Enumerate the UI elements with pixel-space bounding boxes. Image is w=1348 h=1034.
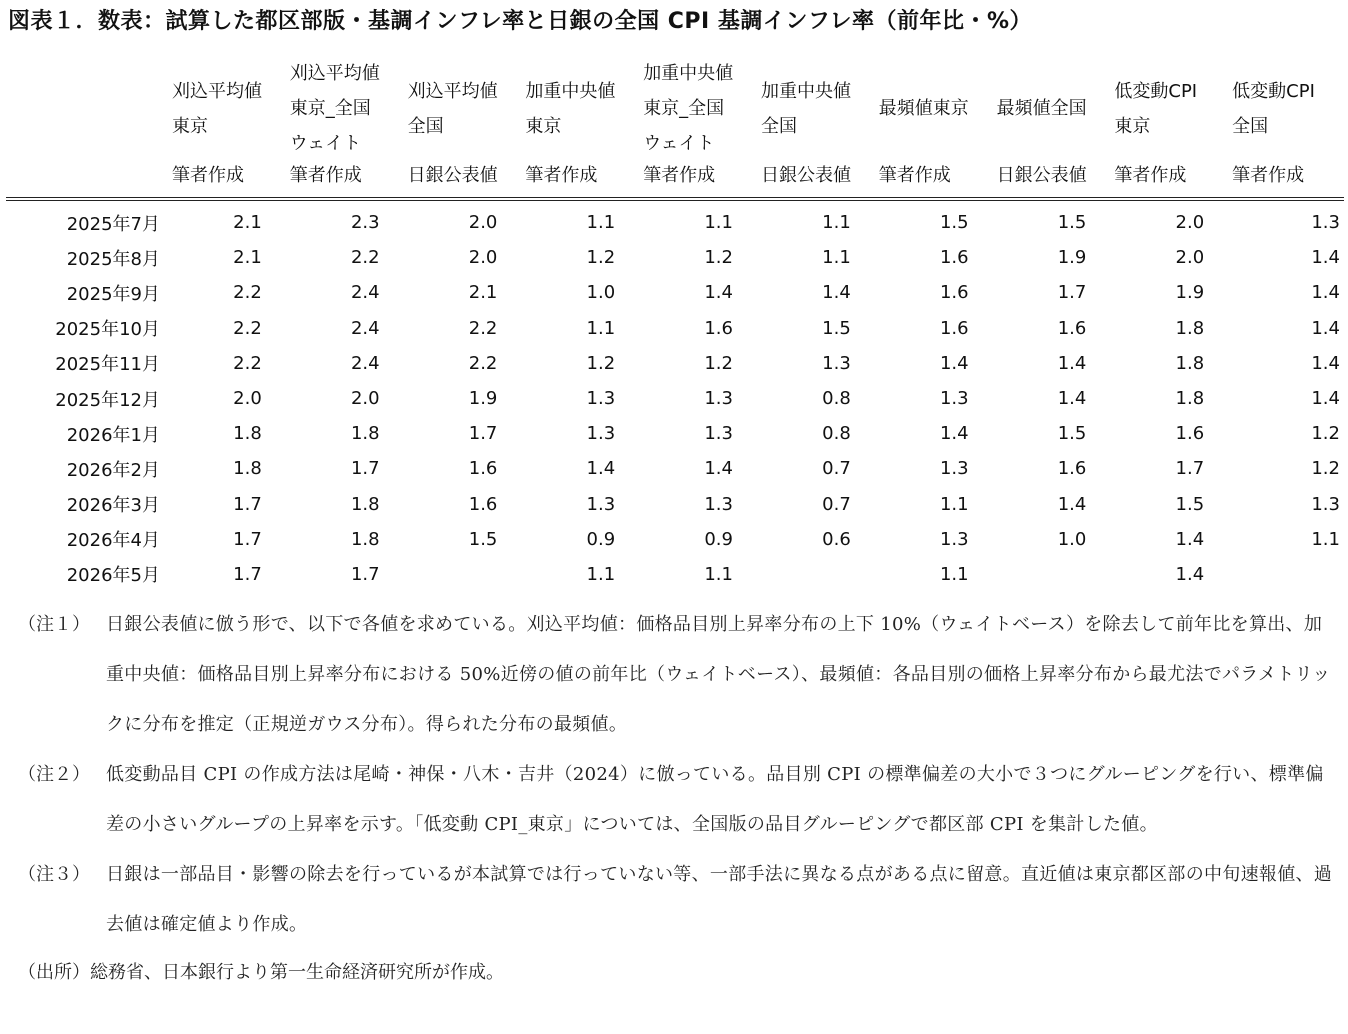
table-cell: 2.2 <box>350 247 380 269</box>
column-header <box>755 56 873 161</box>
table-row <box>6 557 1344 592</box>
table-cell: 1.8 <box>1175 317 1205 339</box>
table-cell: 2.0 <box>468 247 498 269</box>
notes-section <box>18 600 1338 996</box>
table-cell: 1.5 <box>991 199 1109 240</box>
table-cell: 1.8 <box>350 528 380 550</box>
note-label: （注２） <box>18 764 90 785</box>
table-cell: 1.7 <box>350 563 380 585</box>
table-row <box>6 275 1344 310</box>
table-cell: 1.3 <box>704 423 733 445</box>
table-cell: 0.9 <box>704 528 733 550</box>
table-cell <box>755 557 873 592</box>
table-cell: 1.6 <box>468 493 498 515</box>
table-cell: 1.3 <box>1311 493 1340 515</box>
table-cell: 1.8 <box>350 493 380 515</box>
table-cell: 1.9 <box>468 388 498 410</box>
column-source: 筆者作成 <box>1114 165 1187 186</box>
table-cell: 1.6 <box>939 247 969 269</box>
column-header-line: 最頻値全国 <box>996 98 1087 119</box>
header-row-labels <box>6 56 1344 161</box>
note-1 <box>18 600 1338 750</box>
table-cell: 0.9 <box>586 528 616 550</box>
column-source: 筆者作成 <box>643 165 716 186</box>
table-cell: 1.6 <box>939 317 969 339</box>
table-cell: 2.0 <box>1175 247 1205 269</box>
table-cell: 1.0 <box>1057 528 1087 550</box>
table-cell: 1.4 <box>1057 388 1087 410</box>
column-header-line: 東京_全国 <box>643 98 725 119</box>
table-cell: 1.6 <box>1057 458 1087 480</box>
column-header-line: 刈込平均値 <box>407 80 498 102</box>
table-cell: 1.7 <box>1175 458 1205 480</box>
table-cell: 1.3 <box>586 423 616 445</box>
table-cell: 1.4 <box>1311 282 1340 304</box>
table-cell: 1.6 <box>1175 423 1205 445</box>
table-cell: 2.2 <box>233 317 262 339</box>
table-cell: 1.4 <box>704 282 733 304</box>
row-month: 2025年12月 <box>55 389 160 411</box>
note-text: 日銀公表値に倣う形で、以下で各値を求めている。刈込平均値：価格品目別上昇率分布の上下 10%（ウェイトベース）を除去して前年比を算出、加重中央値：価格品目別上昇率分布における 50%近傍の値の前年比（ウェイトベース）、最頻値：各品目別の価格上昇率分布から最尤法でパラメトリックに分布を推定（正規逆ガウス分布）。得られた分布の最頻値。 <box>106 614 1331 735</box>
column-header-line: 東京 <box>1114 115 1151 137</box>
table-cell <box>402 557 520 592</box>
row-header-corner <box>6 56 166 161</box>
table-cell: 1.2 <box>1311 458 1340 480</box>
column-header-line: 全国 <box>1232 115 1269 137</box>
table-cell: 1.2 <box>586 352 616 374</box>
row-month: 2026年5月 <box>66 565 160 587</box>
table-cell: 1.3 <box>939 458 969 480</box>
table-cell: 1.8 <box>350 423 380 445</box>
table-cell: 1.6 <box>704 317 733 339</box>
table-cell: 1.2 <box>704 247 733 269</box>
table-cell: 1.4 <box>1175 528 1205 550</box>
table-row <box>6 199 1344 240</box>
note-3 <box>18 850 1338 950</box>
table-cell: 1.4 <box>1311 388 1340 410</box>
column-header-line: 東京 <box>525 115 562 137</box>
table-cell: 1.7 <box>1057 282 1087 304</box>
table-cell: 1.8 <box>1175 388 1205 410</box>
table-cell: 1.7 <box>233 563 262 585</box>
table-cell: 1.7 <box>233 528 262 550</box>
table-cell: 1.1 <box>1311 528 1340 550</box>
row-month: 2025年9月 <box>66 283 160 305</box>
table-cell: 1.7 <box>468 423 498 445</box>
column-header-line: 最頻値東京 <box>878 98 969 119</box>
table-row <box>6 522 1344 557</box>
table-row <box>6 240 1344 275</box>
column-header <box>402 56 520 161</box>
column-source: 日銀公表値 <box>760 165 851 186</box>
table-cell: 1.1 <box>822 247 851 269</box>
table-cell: 1.5 <box>1057 423 1087 445</box>
table-row <box>6 416 1344 451</box>
note-label: （注１） <box>18 614 90 635</box>
column-header-line: 刈込平均値 <box>289 63 380 84</box>
note-text: 日銀は一部品目・影響の除去を行っているが本試算では行っていない等、一部手法に異なる点がある点に留意。直近値は東京都区部の中旬速報値、過去値は確定値より作成。 <box>106 864 1333 935</box>
table-cell: 1.4 <box>1057 352 1087 374</box>
table-cell: 1.4 <box>1175 563 1205 585</box>
table-cell: 1.1 <box>519 199 637 240</box>
table-cell: 0.7 <box>822 458 851 480</box>
table-cell: 1.7 <box>350 458 380 480</box>
table-cell: 2.0 <box>1108 199 1226 240</box>
table-cell: 2.0 <box>233 388 262 410</box>
table-cell: 1.7 <box>233 493 262 515</box>
table-cell: 2.0 <box>402 199 520 240</box>
table-cell: 1.8 <box>233 423 262 445</box>
table-cell: 2.4 <box>350 282 380 304</box>
table-cell: 1.6 <box>939 282 969 304</box>
column-header-line: 加重中央値 <box>525 80 616 102</box>
table-body <box>6 199 1344 592</box>
column-source: 筆者作成 <box>878 165 951 186</box>
inflation-table <box>6 56 1344 592</box>
table-cell: 2.4 <box>350 352 380 374</box>
column-header <box>637 56 755 161</box>
table-cell: 2.0 <box>350 388 380 410</box>
table-cell: 1.1 <box>586 563 616 585</box>
table-cell: 1.6 <box>468 458 498 480</box>
row-month: 2026年1月 <box>66 424 160 446</box>
column-header <box>873 56 991 161</box>
table-cell: 1.4 <box>939 352 969 374</box>
table-cell: 1.4 <box>822 282 851 304</box>
table-cell: 1.6 <box>1057 317 1087 339</box>
table-row <box>6 451 1344 486</box>
table-cell: 1.3 <box>939 388 969 410</box>
figure-title: 図表１．数表：試算した都区部版・基調インフレ率と日銀の全国 CPI 基調インフレ率（前年比・%） <box>8 9 1033 34</box>
table-cell: 1.8 <box>233 458 262 480</box>
column-source: 筆者作成 <box>1232 165 1305 186</box>
column-header-line: 加重中央値 <box>643 63 734 84</box>
table-cell: 1.2 <box>704 352 733 374</box>
data-table-container <box>6 56 1344 592</box>
table-cell: 1.4 <box>1311 352 1340 374</box>
column-source: 日銀公表値 <box>996 165 1087 186</box>
table-cell: 1.1 <box>637 199 755 240</box>
table-cell: 2.4 <box>350 317 380 339</box>
table-cell: 0.8 <box>822 423 851 445</box>
table-cell: 1.5 <box>1175 493 1205 515</box>
column-header <box>519 56 637 161</box>
table-cell: 1.3 <box>822 352 851 374</box>
table-cell: 1.0 <box>586 282 616 304</box>
column-header <box>991 56 1109 161</box>
table-cell: 2.2 <box>468 352 498 374</box>
column-source: 筆者作成 <box>172 165 244 186</box>
note-label: （注３） <box>18 864 90 885</box>
table-cell: 1.1 <box>755 199 873 240</box>
column-source: 日銀公表値 <box>407 165 498 186</box>
table-cell: 1.4 <box>1311 247 1340 269</box>
table-row <box>6 311 1344 346</box>
table-cell: 1.1 <box>939 563 969 585</box>
table-cell: 2.3 <box>284 199 402 240</box>
table-cell: 1.5 <box>468 528 498 550</box>
table-cell: 2.2 <box>468 317 498 339</box>
table-cell: 1.4 <box>586 458 616 480</box>
source-line: （出所）総務省、日本銀行より第一生命経済研究所が作成。 <box>18 962 504 983</box>
row-month: 2026年3月 <box>66 495 160 517</box>
column-header-line: 全国 <box>407 115 444 137</box>
table-cell <box>991 557 1109 592</box>
table-row <box>6 381 1344 416</box>
column-header-line: 低変動CPI <box>1232 80 1315 102</box>
table-cell: 2.1 <box>166 199 284 240</box>
note-2 <box>18 750 1338 850</box>
table-cell: 1.4 <box>1311 317 1340 339</box>
table-cell: 2.2 <box>233 282 262 304</box>
table-cell: 1.9 <box>1057 247 1087 269</box>
column-header-line: 東京_全国 <box>289 98 371 119</box>
column-header-line: 加重中央値 <box>760 80 851 102</box>
table-cell: 2.1 <box>468 282 498 304</box>
column-source: 筆者作成 <box>289 165 362 186</box>
table-cell: 1.3 <box>704 493 733 515</box>
table-cell: 1.3 <box>1226 199 1344 240</box>
table-cell: 2.1 <box>233 247 262 269</box>
table-cell: 0.6 <box>822 528 851 550</box>
column-header-line: ウェイト <box>643 133 715 154</box>
table-cell: 1.4 <box>1057 493 1087 515</box>
row-header-corner-sub <box>6 161 166 199</box>
table-cell: 1.3 <box>939 528 969 550</box>
header-row-sources <box>6 161 1344 199</box>
column-header-line: ウェイト <box>289 133 362 154</box>
table-cell: 1.1 <box>939 493 969 515</box>
row-month: 2025年8月 <box>66 248 160 270</box>
row-month: 2025年11月 <box>55 354 160 376</box>
row-month: 2025年7月 <box>6 199 166 240</box>
table-cell: 0.8 <box>822 388 851 410</box>
column-header <box>284 56 402 161</box>
column-header <box>1226 56 1344 161</box>
table-row <box>6 346 1344 381</box>
column-header-line: 東京 <box>172 115 208 137</box>
column-header <box>166 56 284 161</box>
row-month: 2026年2月 <box>66 459 160 481</box>
table-cell: 1.1 <box>586 317 616 339</box>
column-header-line: 全国 <box>760 115 797 137</box>
column-header <box>1108 56 1226 161</box>
table-cell: 1.3 <box>586 388 616 410</box>
column-header-line: 刈込平均値 <box>172 80 262 102</box>
table-cell <box>1226 557 1344 592</box>
table-cell: 1.2 <box>586 247 616 269</box>
table-row <box>6 487 1344 522</box>
table-cell: 1.3 <box>704 388 733 410</box>
table-cell: 1.3 <box>586 493 616 515</box>
table-cell: 1.5 <box>873 199 991 240</box>
table-cell: 2.2 <box>233 352 262 374</box>
table-cell: 1.8 <box>1175 352 1205 374</box>
row-month: 2025年10月 <box>55 319 160 341</box>
table-cell: 1.9 <box>1175 282 1205 304</box>
table-cell: 1.5 <box>822 317 851 339</box>
column-header-line: 低変動CPI <box>1114 80 1198 102</box>
table-cell: 0.7 <box>822 493 851 515</box>
column-source: 筆者作成 <box>525 165 598 186</box>
table-cell: 1.1 <box>704 563 733 585</box>
note-text: 低変動品目 CPI の作成方法は尾崎・神保・八木・吉井（2024）に倣っている。品目別 CPI の標準偏差の大小で３つにグルーピングを行い、標準偏差の小さいグループの上昇率を示す。「低変動 CPI_東京」については、全国版の品目グルーピングで都区部 CPI を集計した値。 <box>106 764 1324 835</box>
table-cell: 1.4 <box>939 423 969 445</box>
row-month: 2026年4月 <box>66 530 160 552</box>
table-cell: 1.4 <box>704 458 733 480</box>
table-cell: 1.2 <box>1311 423 1340 445</box>
